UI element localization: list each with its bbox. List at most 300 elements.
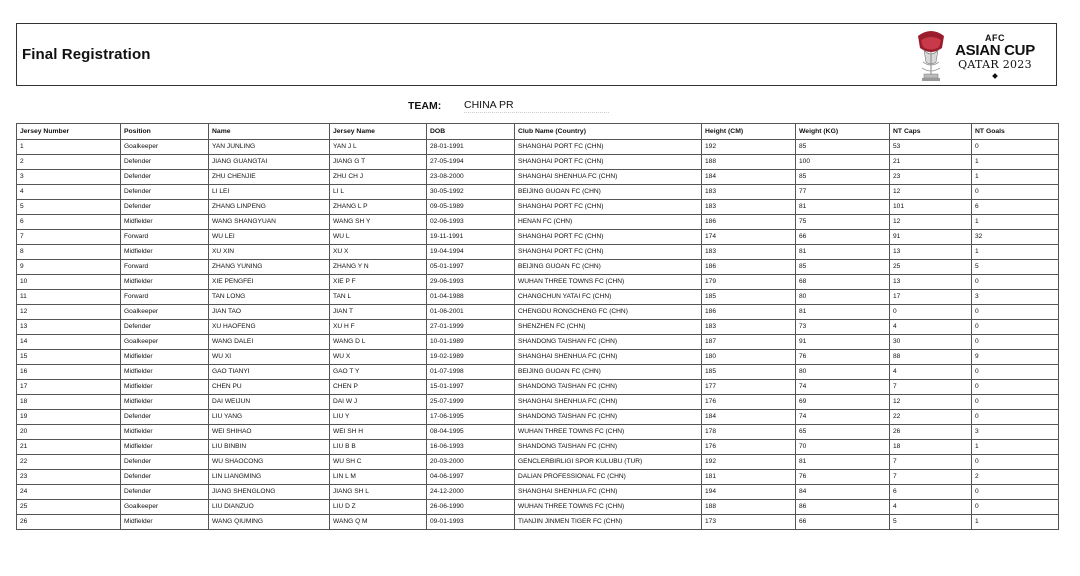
table-cell: XIE PENGFEI (209, 275, 330, 290)
table-row (17, 425, 1059, 440)
table-cell: 20 (17, 425, 121, 440)
table-cell: 0 (972, 500, 1059, 515)
table-row (17, 485, 1059, 500)
table-cell: 186 (702, 215, 796, 230)
table-cell: WANG SH Y (330, 215, 427, 230)
table-cell: WU SHAOCONG (209, 455, 330, 470)
table-cell: Defender (121, 170, 209, 185)
table-cell: 30 (890, 335, 972, 350)
table-cell: 19 (17, 410, 121, 425)
table-cell: 02-06-1993 (427, 215, 515, 230)
table-cell: XIE P F (330, 275, 427, 290)
column-header: DOB (427, 124, 515, 140)
header-box (16, 23, 1057, 86)
table-cell: 6 (972, 200, 1059, 215)
table-cell: Defender (121, 185, 209, 200)
table-cell: 183 (702, 245, 796, 260)
table-row (17, 215, 1059, 230)
table-cell: DAI WEIJUN (209, 395, 330, 410)
table-row (17, 260, 1059, 275)
table-cell: 74 (796, 410, 890, 425)
table-cell: 186 (702, 260, 796, 275)
column-header: Weight (KG) (796, 124, 890, 140)
table-row (17, 335, 1059, 350)
table-cell: CHENGDU RONGCHENG FC (CHN) (515, 305, 702, 320)
table-cell: XU HAOFENG (209, 320, 330, 335)
table-cell: WU XI (209, 350, 330, 365)
table-cell: 184 (702, 410, 796, 425)
table-cell: Midfielder (121, 425, 209, 440)
table-cell: 26 (890, 425, 972, 440)
table-row (17, 455, 1059, 470)
table-cell: 25-07-1999 (427, 395, 515, 410)
table-row (17, 170, 1059, 185)
table-cell: Defender (121, 320, 209, 335)
table-cell: 21 (890, 155, 972, 170)
table-cell: 20-03-2000 (427, 455, 515, 470)
table-cell: 14 (17, 335, 121, 350)
table-cell: 1 (972, 245, 1059, 260)
table-row (17, 515, 1059, 530)
table-cell: 188 (702, 155, 796, 170)
table-cell: 01-06-2001 (427, 305, 515, 320)
table-cell: SHANGHAI SHENHUA FC (CHN) (515, 170, 702, 185)
table-cell: 21 (17, 440, 121, 455)
table-cell: 27-01-1999 (427, 320, 515, 335)
table-cell: 65 (796, 425, 890, 440)
table-cell: 7 (17, 230, 121, 245)
table-cell: 1 (972, 440, 1059, 455)
table-cell: 81 (796, 455, 890, 470)
table-cell: 12 (890, 185, 972, 200)
table-cell: 15-01-1997 (427, 380, 515, 395)
table-cell: 183 (702, 185, 796, 200)
table-cell: 5 (17, 200, 121, 215)
table-cell: 19-04-1994 (427, 245, 515, 260)
table-cell: 23 (17, 470, 121, 485)
table-cell: DAI W J (330, 395, 427, 410)
table-row (17, 245, 1059, 260)
table-cell: 11 (17, 290, 121, 305)
table-cell: 24 (17, 485, 121, 500)
table-cell: 53 (890, 140, 972, 155)
table-cell: WU SH C (330, 455, 427, 470)
table-cell: SHANGHAI PORT FC (CHN) (515, 245, 702, 260)
table-cell: 7 (890, 380, 972, 395)
table-cell: 91 (796, 335, 890, 350)
table-cell: LIU B B (330, 440, 427, 455)
table-cell: 0 (972, 305, 1059, 320)
table-cell: Midfielder (121, 380, 209, 395)
table-cell: BEIJING GUOAN FC (CHN) (515, 260, 702, 275)
table-cell: Forward (121, 290, 209, 305)
table-cell: 16-06-1993 (427, 440, 515, 455)
table-row (17, 230, 1059, 245)
table-cell: SHANDONG TAISHAN FC (CHN) (515, 335, 702, 350)
table-cell: 0 (972, 485, 1059, 500)
table-row (17, 320, 1059, 335)
table-cell: ZHU CHENJIE (209, 170, 330, 185)
table-cell: 81 (796, 200, 890, 215)
table-cell: SHANGHAI SHENHUA FC (CHN) (515, 485, 702, 500)
table-cell: 1 (972, 515, 1059, 530)
table-cell: 8 (17, 245, 121, 260)
table-cell: 0 (972, 395, 1059, 410)
afc-asian-cup-logo (914, 28, 1040, 82)
table-cell: 0 (972, 275, 1059, 290)
table-cell: 73 (796, 320, 890, 335)
table-cell: 25 (17, 500, 121, 515)
table-cell: BEIJING GUOAN FC (CHN) (515, 185, 702, 200)
table-cell: XU XIN (209, 245, 330, 260)
table-cell: 3 (972, 290, 1059, 305)
table-cell: 184 (702, 170, 796, 185)
table-cell: 173 (702, 515, 796, 530)
table-cell: Goalkeeper (121, 140, 209, 155)
table-cell: 91 (890, 230, 972, 245)
table-cell: TIANJIN JINMEN TIGER FC (CHN) (515, 515, 702, 530)
table-cell: 01-07-1998 (427, 365, 515, 380)
table-cell: 05-01-1997 (427, 260, 515, 275)
table-cell: 86 (796, 500, 890, 515)
table-cell: 185 (702, 290, 796, 305)
table-cell: Defender (121, 155, 209, 170)
team-label: TEAM: (408, 100, 442, 112)
table-cell: 0 (890, 305, 972, 320)
table-cell: 12 (890, 215, 972, 230)
table-cell: 26-06-1990 (427, 500, 515, 515)
table-cell: 17-06-1995 (427, 410, 515, 425)
table-cell: LIU BINBIN (209, 440, 330, 455)
table-cell: 1 (972, 215, 1059, 230)
table-cell: 176 (702, 440, 796, 455)
header-row (17, 124, 1059, 140)
table-cell: 3 (972, 425, 1059, 440)
table-cell: Midfielder (121, 350, 209, 365)
table-cell: 7 (890, 470, 972, 485)
table-cell: Midfielder (121, 275, 209, 290)
table-cell: 4 (17, 185, 121, 200)
table-cell: 9 (17, 260, 121, 275)
table-cell: WUHAN THREE TOWNS FC (CHN) (515, 425, 702, 440)
table-cell: 178 (702, 425, 796, 440)
table-cell: LIU DIANZUO (209, 500, 330, 515)
table-cell: XU H F (330, 320, 427, 335)
table-body (17, 140, 1059, 530)
table-row (17, 500, 1059, 515)
table-cell: 0 (972, 410, 1059, 425)
table-cell: 09-01-1993 (427, 515, 515, 530)
column-header: Name (209, 124, 330, 140)
table-cell: WEI SHIHAO (209, 425, 330, 440)
table-cell: Defender (121, 455, 209, 470)
table-cell: JIANG G T (330, 155, 427, 170)
table-cell: 09-05-1989 (427, 200, 515, 215)
table-cell: CHEN PU (209, 380, 330, 395)
table-cell: WANG DALEI (209, 335, 330, 350)
team-value: CHINA PR (464, 99, 609, 113)
table-cell: GAO T Y (330, 365, 427, 380)
table-cell: 81 (796, 245, 890, 260)
table-cell: 25 (890, 260, 972, 275)
table-cell: SHANGHAI PORT FC (CHN) (515, 230, 702, 245)
table-cell: SHANDONG TAISHAN FC (CHN) (515, 410, 702, 425)
table-cell: Midfielder (121, 440, 209, 455)
table-cell: 5 (972, 260, 1059, 275)
table-cell: 70 (796, 440, 890, 455)
table-cell: Defender (121, 200, 209, 215)
table-cell: LIU D Z (330, 500, 427, 515)
table-row (17, 140, 1059, 155)
table-cell: 5 (890, 515, 972, 530)
table-cell: BEIJING GUOAN FC (CHN) (515, 365, 702, 380)
table-cell: LIN L M (330, 470, 427, 485)
table-cell: 85 (796, 170, 890, 185)
table-cell: 0 (972, 455, 1059, 470)
table-cell: 0 (972, 335, 1059, 350)
table-row (17, 290, 1059, 305)
table-cell: 10 (17, 275, 121, 290)
table-cell: 181 (702, 470, 796, 485)
table-cell: CHEN P (330, 380, 427, 395)
table-cell: ZHANG LINPENG (209, 200, 330, 215)
table-cell: ZHANG Y N (330, 260, 427, 275)
table-cell: 0 (972, 185, 1059, 200)
table-cell: JIANG SH L (330, 485, 427, 500)
table-cell: Goalkeeper (121, 335, 209, 350)
table-cell: 192 (702, 455, 796, 470)
table-cell: 186 (702, 305, 796, 320)
table-cell: 192 (702, 140, 796, 155)
table-cell: 19-11-1991 (427, 230, 515, 245)
table-cell: LIU YANG (209, 410, 330, 425)
logo-asian-cup-text: ASIAN CUP (955, 42, 1035, 59)
column-header: Height (CM) (702, 124, 796, 140)
table-cell: YAN JUNLING (209, 140, 330, 155)
table-cell: 3 (17, 170, 121, 185)
table-cell: Defender (121, 470, 209, 485)
table-cell: 176 (702, 395, 796, 410)
table-row (17, 155, 1059, 170)
table-cell: ZHU CH J (330, 170, 427, 185)
asian-cup-trophy-icon (914, 28, 948, 82)
table-cell: 23-08-2000 (427, 170, 515, 185)
column-header: Position (121, 124, 209, 140)
table-cell: 26 (17, 515, 121, 530)
table-row (17, 365, 1059, 380)
table-cell: 19-02-1989 (427, 350, 515, 365)
table-cell: 18 (17, 395, 121, 410)
table-cell: JIANG SHENGLONG (209, 485, 330, 500)
table-cell: SHANDONG TAISHAN FC (CHN) (515, 380, 702, 395)
table-cell: 04-06-1997 (427, 470, 515, 485)
table-cell: WANG SHANGYUAN (209, 215, 330, 230)
table-cell: 188 (702, 500, 796, 515)
table-cell: 27-05-1994 (427, 155, 515, 170)
table-cell: 01-04-1988 (427, 290, 515, 305)
table-cell: WANG D L (330, 335, 427, 350)
table-cell: ZHANG YUNING (209, 260, 330, 275)
table-cell: 76 (796, 470, 890, 485)
page-title: Final Registration (22, 46, 151, 63)
column-header: Jersey Number (17, 124, 121, 140)
table-cell: 22 (17, 455, 121, 470)
table-cell: 183 (702, 200, 796, 215)
table-cell: 10-01-1989 (427, 335, 515, 350)
table-cell: Midfielder (121, 365, 209, 380)
table-row (17, 200, 1059, 215)
table-cell: 1 (972, 170, 1059, 185)
table-cell: 9 (972, 350, 1059, 365)
table-cell: 174 (702, 230, 796, 245)
table-cell: Midfielder (121, 215, 209, 230)
table-cell: 183 (702, 320, 796, 335)
table-cell: SHANGHAI PORT FC (CHN) (515, 200, 702, 215)
table-cell: TAN L (330, 290, 427, 305)
table-cell: SHENZHEN FC (CHN) (515, 320, 702, 335)
logo-afc-text: AFC (985, 33, 1005, 43)
table-cell: SHANGHAI SHENHUA FC (CHN) (515, 395, 702, 410)
table-cell: 1 (17, 140, 121, 155)
table-cell: 81 (796, 305, 890, 320)
table-cell: 08-04-1995 (427, 425, 515, 440)
table-cell: WUHAN THREE TOWNS FC (CHN) (515, 500, 702, 515)
table-cell: 28-01-1991 (427, 140, 515, 155)
table-cell: 0 (972, 140, 1059, 155)
table-cell: 101 (890, 200, 972, 215)
table-cell: LI LEI (209, 185, 330, 200)
table-cell: 24-12-2000 (427, 485, 515, 500)
table-cell: 80 (796, 290, 890, 305)
table-cell: 12 (17, 305, 121, 320)
table-cell: JIAN TAO (209, 305, 330, 320)
table-cell: LIN LIANGMING (209, 470, 330, 485)
table-cell: 177 (702, 380, 796, 395)
table-cell: 6 (17, 215, 121, 230)
table-cell: 12 (890, 395, 972, 410)
table-cell: 6 (890, 485, 972, 500)
table-cell: Goalkeeper (121, 305, 209, 320)
table-header (17, 124, 1059, 140)
table-cell: 4 (890, 500, 972, 515)
table-cell: SHANGHAI PORT FC (CHN) (515, 140, 702, 155)
table-cell: 194 (702, 485, 796, 500)
column-header: NT Goals (972, 124, 1059, 140)
table-cell: WANG QIUMING (209, 515, 330, 530)
table-cell: 2 (17, 155, 121, 170)
table-cell: 179 (702, 275, 796, 290)
table-cell: 15 (17, 350, 121, 365)
table-row (17, 275, 1059, 290)
table-cell: Defender (121, 485, 209, 500)
table-cell: 13 (890, 245, 972, 260)
table-row (17, 470, 1059, 485)
roster-table (16, 123, 1059, 530)
table-cell: 0 (972, 380, 1059, 395)
table-cell: 13 (890, 275, 972, 290)
table-row (17, 395, 1059, 410)
table-cell: ZHANG L P (330, 200, 427, 215)
table-cell: 66 (796, 515, 890, 530)
table-cell: 88 (890, 350, 972, 365)
table-cell: 75 (796, 215, 890, 230)
column-header: NT Caps (890, 124, 972, 140)
column-header: Club Name (Country) (515, 124, 702, 140)
table-row (17, 410, 1059, 425)
table-cell: GENCLERBIRLIGI SPOR KULUBU (TUR) (515, 455, 702, 470)
table-cell: 22 (890, 410, 972, 425)
table-cell: WEI SH H (330, 425, 427, 440)
table-cell: 187 (702, 335, 796, 350)
column-header: Jersey Name (330, 124, 427, 140)
table-cell: Forward (121, 260, 209, 275)
table-cell: SHANGHAI PORT FC (CHN) (515, 155, 702, 170)
table-cell: Forward (121, 230, 209, 245)
table-cell: SHANGHAI SHENHUA FC (CHN) (515, 350, 702, 365)
table-row (17, 440, 1059, 455)
table-cell: 23 (890, 170, 972, 185)
table-cell: CHANGCHUN YATAI FC (CHN) (515, 290, 702, 305)
table-cell: JIAN T (330, 305, 427, 320)
table-cell: Midfielder (121, 515, 209, 530)
table-cell: WANG Q M (330, 515, 427, 530)
table-cell: 85 (796, 140, 890, 155)
table-cell: 185 (702, 365, 796, 380)
table-cell: Goalkeeper (121, 500, 209, 515)
logo-qatar-text: QATAR 2023 (958, 58, 1032, 71)
table-cell: 29-06-1993 (427, 275, 515, 290)
table-cell: GAO TIANYI (209, 365, 330, 380)
table-cell: 180 (702, 350, 796, 365)
table-cell: HENAN FC (CHN) (515, 215, 702, 230)
table-cell: 18 (890, 440, 972, 455)
table-cell: 1 (972, 155, 1059, 170)
table-cell: XU X (330, 245, 427, 260)
table-cell: 68 (796, 275, 890, 290)
table-cell: 17 (17, 380, 121, 395)
table-cell: 0 (972, 365, 1059, 380)
table-cell: 66 (796, 230, 890, 245)
table-cell: Midfielder (121, 245, 209, 260)
table-cell: 16 (17, 365, 121, 380)
table-cell: 17 (890, 290, 972, 305)
table-cell: 85 (796, 260, 890, 275)
table-row (17, 350, 1059, 365)
table-cell: 74 (796, 380, 890, 395)
table-cell: JIANG GUANGTAI (209, 155, 330, 170)
table-cell: DALIAN PROFESSIONAL FC (CHN) (515, 470, 702, 485)
table-cell: WU L (330, 230, 427, 245)
table-cell: LI L (330, 185, 427, 200)
table-cell: 7 (890, 455, 972, 470)
table-cell: 0 (972, 320, 1059, 335)
table-cell: Midfielder (121, 395, 209, 410)
table-cell: 30-05-1992 (427, 185, 515, 200)
table-cell: WUHAN THREE TOWNS FC (CHN) (515, 275, 702, 290)
table-cell: 4 (890, 365, 972, 380)
table-cell: SHANDONG TAISHAN FC (CHN) (515, 440, 702, 455)
table-cell: Defender (121, 410, 209, 425)
table-row (17, 380, 1059, 395)
table-cell: LIU Y (330, 410, 427, 425)
table-cell: YAN J L (330, 140, 427, 155)
table-cell: 32 (972, 230, 1059, 245)
table-cell: WU LEI (209, 230, 330, 245)
table-row (17, 305, 1059, 320)
table-cell: TAN LONG (209, 290, 330, 305)
table-cell: 84 (796, 485, 890, 500)
table-cell: 77 (796, 185, 890, 200)
